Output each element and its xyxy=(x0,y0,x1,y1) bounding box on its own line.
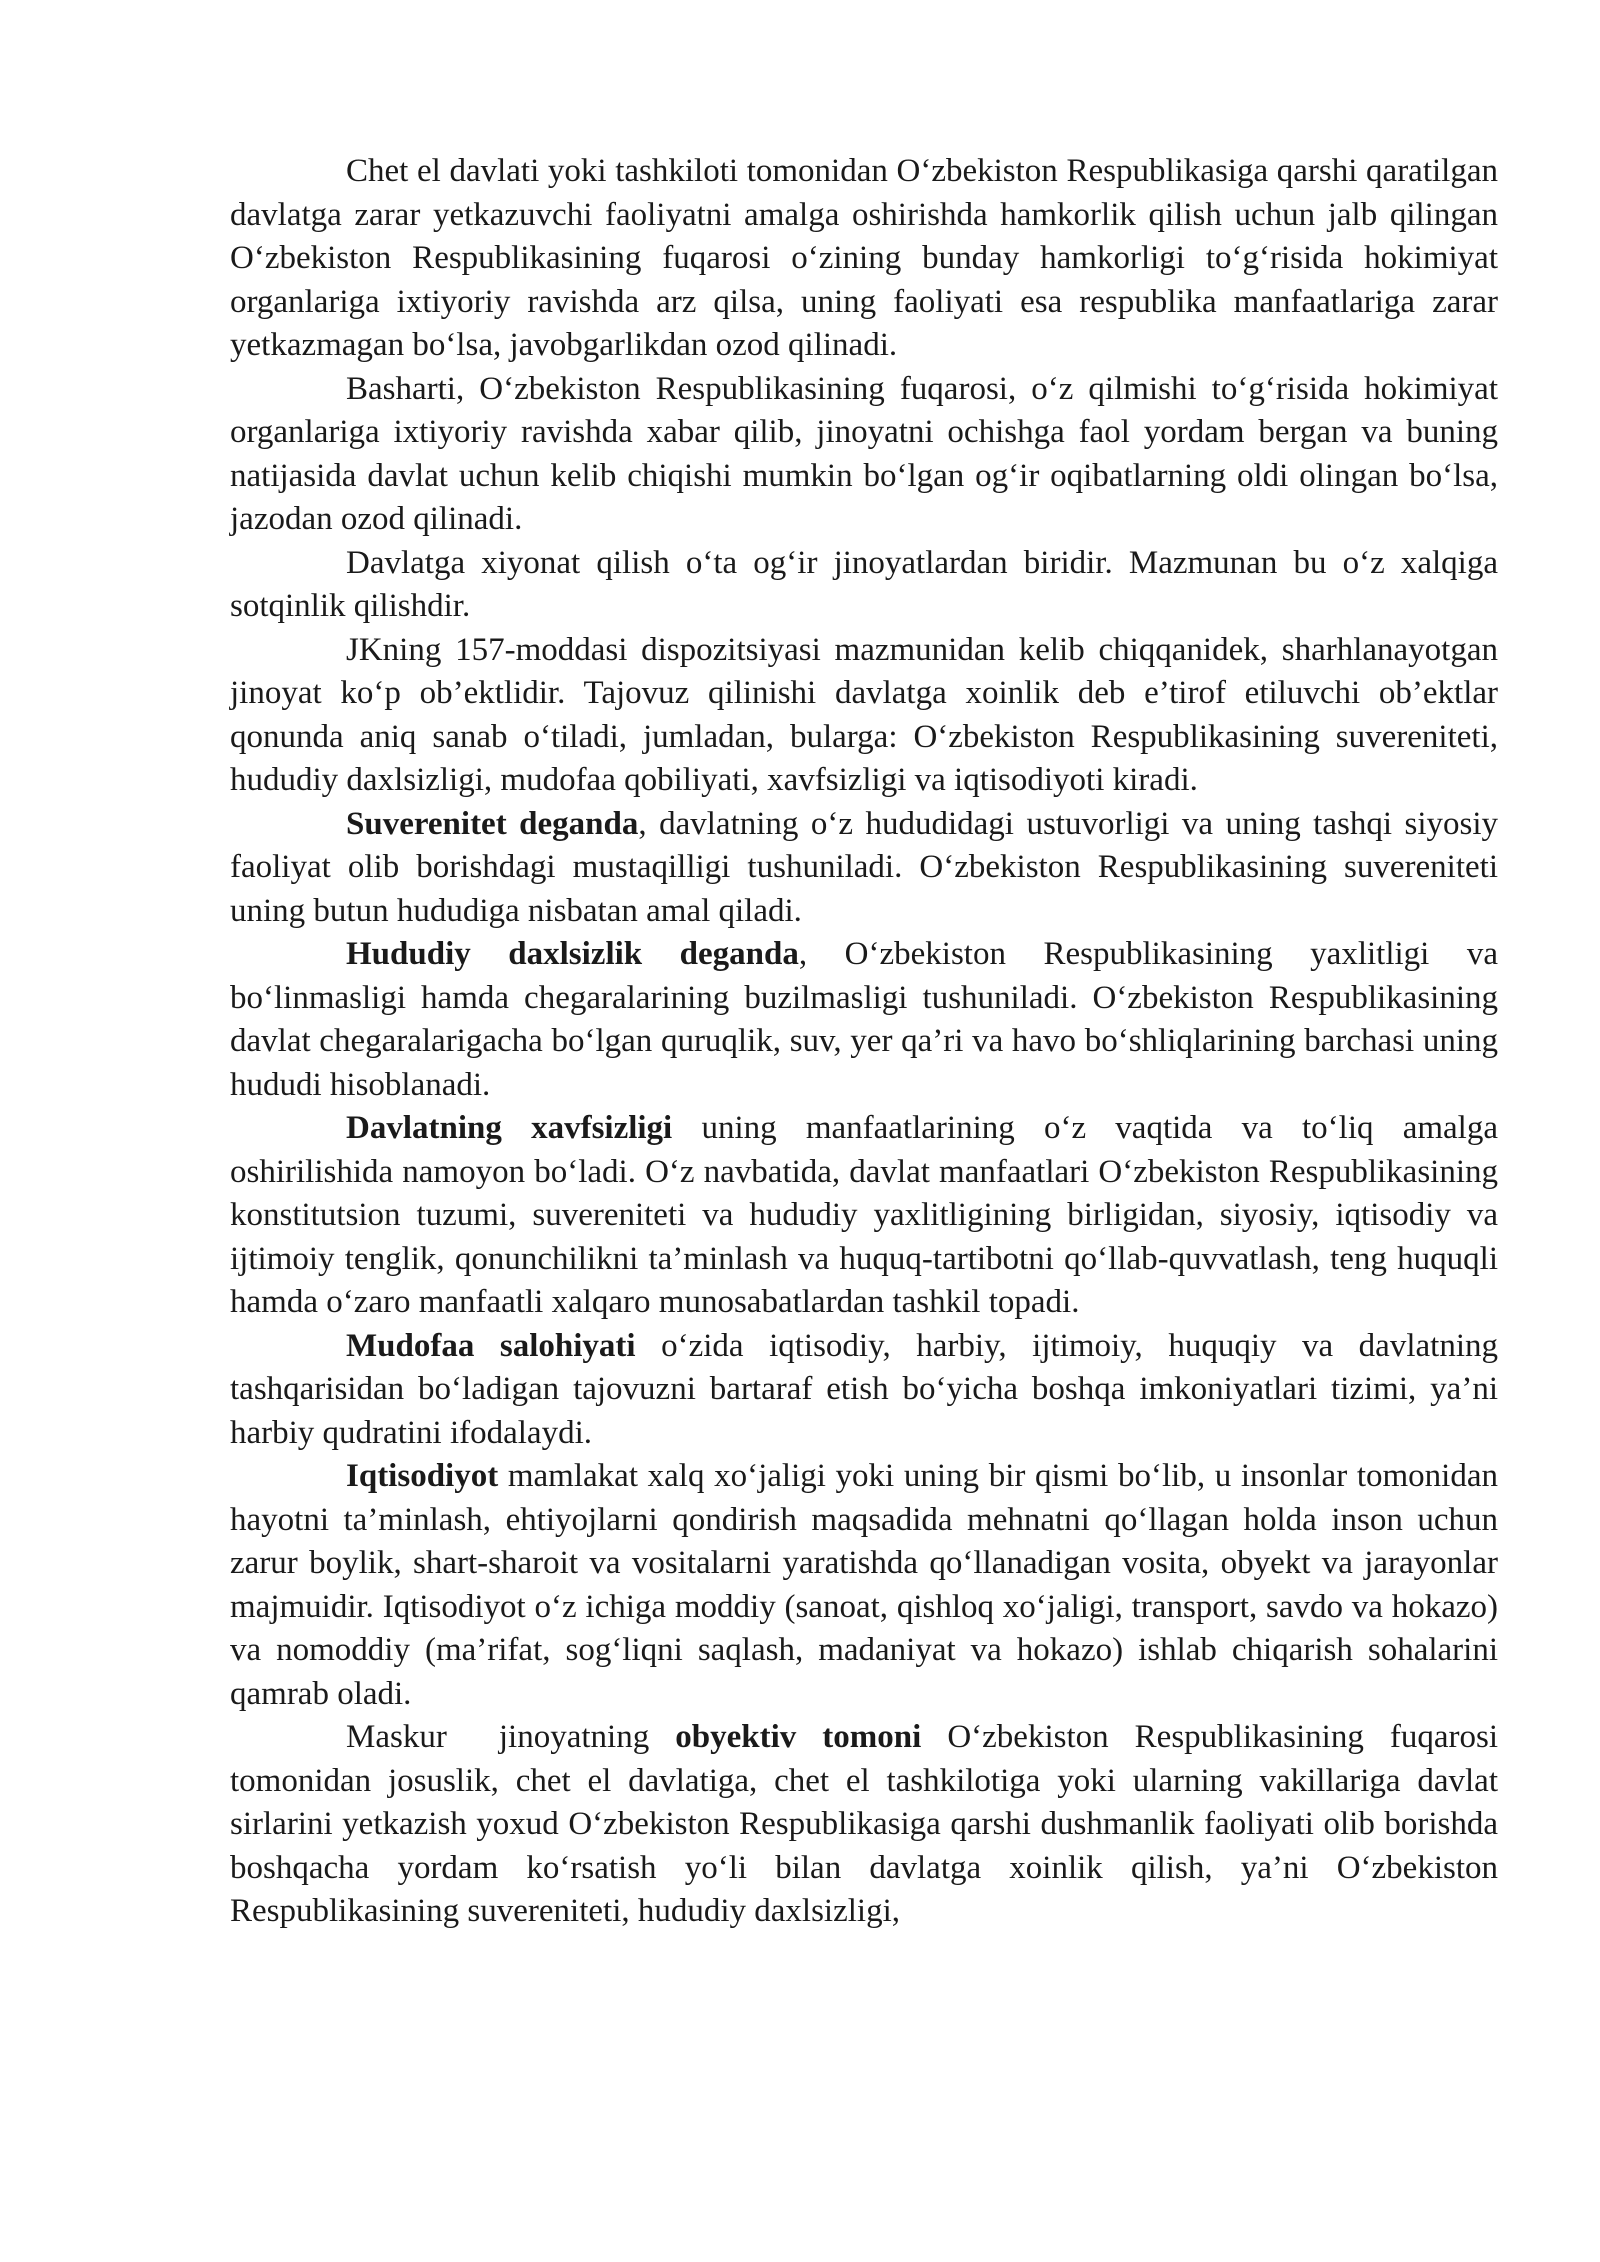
paragraph-2 xyxy=(230,368,1498,542)
paragraph-term: Iqtisodiyot xyxy=(346,1458,499,1494)
paragraph-text: mamlakat xalq xo‘jaligi yoki uning bir qismi bo‘lib, u insonlar tomonidan hayotni ta’minlash, ehtiyojlarni qondirish maqsadida mehnatni qo‘llagan holda inson uchun zarur boylik, shart-sharoit va vositalarni yaratishda qo‘llanadigan vosita, obyekt va jarayonlar majmuidir. Iqtisodiyot o‘z ichiga moddiy (sanoat, qishloq xo‘jaligi, transport, savdo va hokazo) va nomoddiy (ma’rifat, sog‘liqni saqlash, madaniyat va hokazo) ishlab chiqarish sohalarini qamrab oladi. xyxy=(230,1458,1498,1712)
paragraph-text-before: Maskur jinoyatning xyxy=(346,1719,676,1755)
paragraph-term: Hududiy daxlsizlik deganda xyxy=(346,936,799,972)
paragraph-text: Davlatga xiyonat qilish o‘ta og‘ir jinoyatlardan biridir. Mazmunan bu o‘z xalqiga sotqinlik qilishdir. xyxy=(230,544,1498,624)
paragraph-obyektiv-tomon xyxy=(230,1716,1498,1934)
paragraph-term: Mudofaa salohiyati xyxy=(346,1327,636,1364)
paragraph-text: o‘zida iqtisodiy, harbiy, ijtimoiy, huquqiy va davlatning tashqarisidan bo‘ladigan tajovuzni bartaraf etish bo‘yicha boshqa imkoniyatlari tizimi, ya’ni harbiy qudratini ifodalaydi. xyxy=(230,1327,1498,1451)
paragraph-1 xyxy=(230,150,1498,368)
paragraph-text: Chet el davlati yoki tashkiloti tomonidan O‘zbekiston Respublikasiga qarshi qaratilgan davlatga zarar yetkazuvchi faoliyatni amalga oshirishda hamkorlik qilish uchun jalb qilingan O‘zbekiston Respublikasining fuqarosi o‘zining bunday hamkorligi to‘g‘risida hokimiyat organlariga ixtiyoriy ravishda arz qilsa, uning faoliyati esa respublika manfaatlariga zarar yetkazmagan bo‘lsa, javobgarlikdan ozod qilinadi. xyxy=(230,153,1498,363)
paragraph-text: , davlatning o‘z hududidagi ustuvorligi va uning tashqi siyosiy faoliyat olib borishdagi mustaqilligi tushuniladi. O‘zbekiston Respublikasining suvereniteti uning butun hududiga nisbatan amal qiladi. xyxy=(230,805,1499,929)
document-page xyxy=(230,150,1498,1934)
paragraph-4 xyxy=(230,629,1498,803)
paragraph-text-after: O‘zbekiston Respublikasining fuqarosi tomonidan josuslik, chet el davlatiga, chet el tashkilotiga yoki ularning vakillariga davlat sirlarini yetkazish yoxud O‘zbekiston Respublikasiga qarshi dushmanlik faoliyati olib borishda boshqacha yordam ko‘rsatish yo‘li bilan davlatga xoinlik qilish, ya’ni O‘zbekiston Respublikasining suvereniteti, hududiy daxlsizligi, xyxy=(230,1719,1498,1929)
paragraph-hududiy-daxlsizlik xyxy=(230,933,1498,1107)
paragraph-text: JKning 157-moddasi dispozitsiyasi mazmunidan kelib chiqqanidek, sharhlanayotgan jinoyat ko‘p ob’ektlidir. Tajovuz qilinishi davlatga xoinlik deb e’tirof etiluvchi ob’ektlar qonunda aniq sanab o‘tiladi, jumladan, bularga: O‘zbekiston Respublikasining suvereniteti, hududiy daxlsizligi, mudofaa qobiliyati, xavfsizligi va iqtisodiyoti kiradi. xyxy=(230,631,1498,798)
paragraph-term: Suverenitet deganda xyxy=(346,805,639,842)
paragraph-text: , O‘zbekiston Respublikasining yaxlitligi va bo‘linmasligi hamda chegaralarining buzilmasligi tushuniladi. O‘zbekiston Respublikasining davlat chegaralarigacha bo‘lgan quruqlik, suv, yer qa’ri va havo bo‘shliqlarining barchasi uning hududi hisoblanadi. xyxy=(230,936,1499,1103)
paragraph-text: Basharti, O‘zbekiston Respublikasining fuqarosi, o‘z qilmishi to‘g‘risida hokimiyat organlariga ixtiyoriy ravishda xabar qilib, jinoyatni ochishga faol yordam bergan va buning natijasida davlat uchun kelib chiqishi mumkin bo‘lgan og‘ir oqibatlarning oldi olingan bo‘lsa, jazodan ozod qilinadi. xyxy=(230,370,1498,537)
paragraph-term: Davlatning xavfsizligi xyxy=(346,1110,673,1146)
paragraph-suverenitet xyxy=(230,803,1498,934)
paragraph-iqtisodiyot xyxy=(230,1455,1498,1716)
paragraph-xavfsizlik xyxy=(230,1107,1498,1325)
paragraph-3 xyxy=(230,542,1498,629)
paragraph-term: obyektiv tomoni xyxy=(675,1719,922,1755)
paragraph-text: uning manfaatlarining o‘z vaqtida va to‘liq amalga oshirilishida namoyon bo‘ladi. O‘z navbatida, davlat manfaatlari O‘zbekiston Respublikasining konstitutsion tuzumi, suvereniteti va hududiy yaxlitligining birligidan, siyosiy, iqtisodiy va ijtimoiy tenglik, qonunchilikni ta’minlash va huquq-tartibotni qo‘llab-quvvatlash, teng huquqli hamda o‘zaro manfaatli xalqaro munosabatlardan tashkil topadi. xyxy=(230,1110,1498,1320)
paragraph-mudofaa xyxy=(230,1325,1498,1456)
